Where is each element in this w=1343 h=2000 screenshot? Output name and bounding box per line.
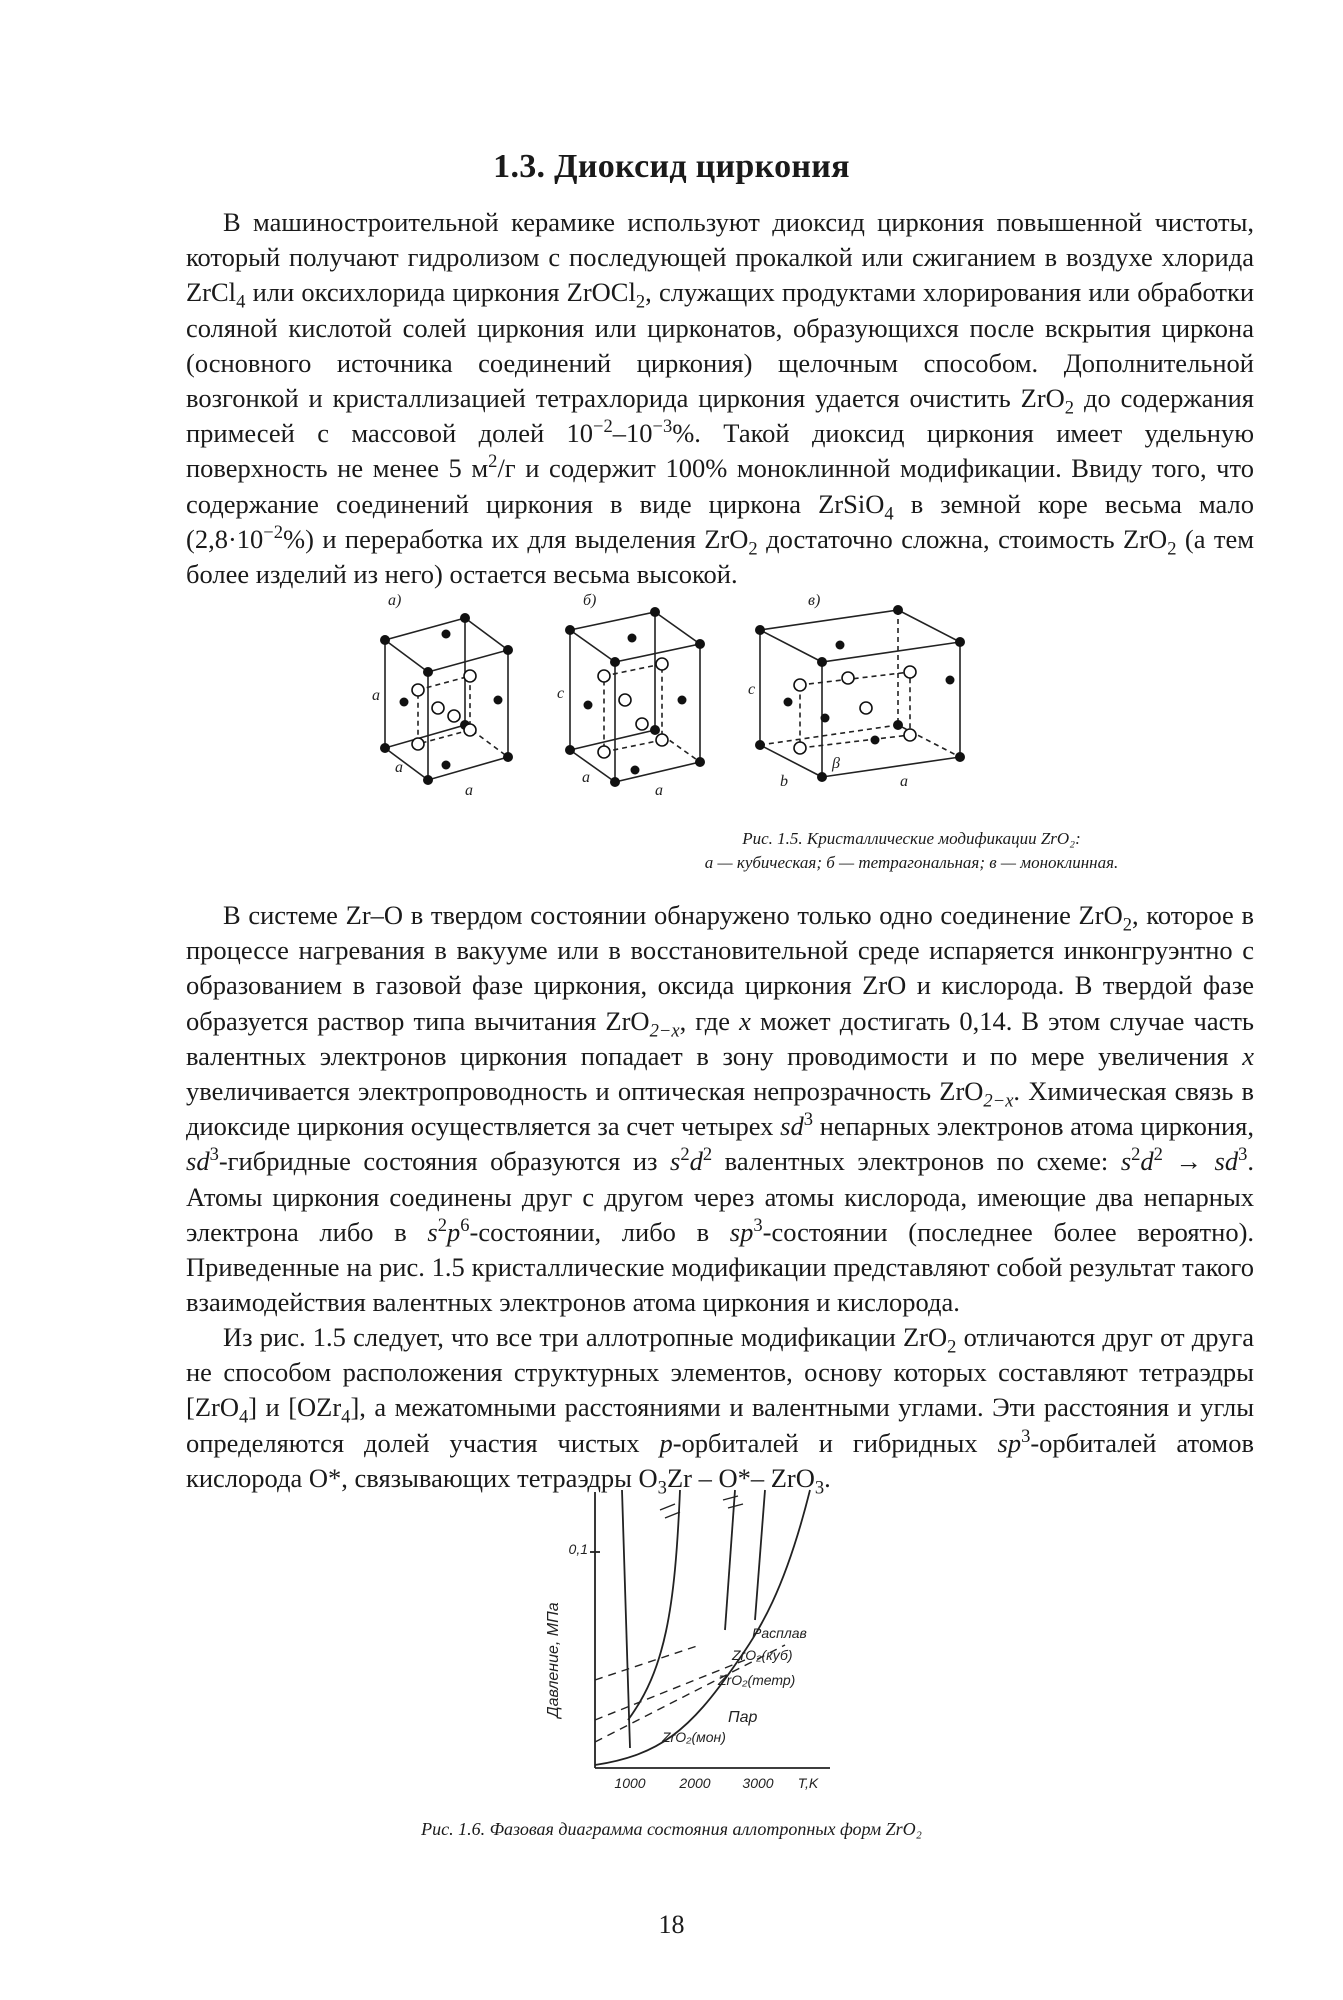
fig16-x-tick-3: 3000 [742, 1775, 774, 1791]
paragraph-3: Из рис. 1.5 следует, что все три аллотропные модификации ZrO$_2$ отличаются друг от друга не способом расположения структурных элементов, основу которых составляют тетраэдры [ZrO$_4$] и [OZr$_4$], а межатомными расстояниями и валентными углами. Эти расстояния и углы определяются долей участия чистых p-орбиталей и гибридных $sp^3$-орбиталей атомов кислорода O*, связывающих тетраэдры $O_3Zr - O*-$ ZrO$_3$. [186, 1322, 1254, 1499]
fig16-label-cub: ZrO₂(куб) [732, 1647, 793, 1663]
fig15-label-c: в) [808, 592, 821, 609]
fig16-y-tick: 0,1 [568, 1541, 588, 1557]
fig15-label-b: б) [583, 592, 597, 609]
figure-1-6-caption: Рис. 1.6. Фазовая диаграмма состояния аллотропных форм ZrO₂ [421, 1819, 922, 1839]
fig15-axis-a2: a [395, 759, 403, 776]
paragraph-2: В системе Zr–O в твердом состоянии обнаружено только одно соединение ZrO$_2$, которое в процессе нагревания в вакууме или в восстановительной среде испаряется инконгруэнтно с образованием в газовой фазе циркония, оксида циркония ZrO и кислорода. В твердой фазе образуется раствор типа вычитания ZrO$_{2-x}$, где x может достигать 0,14. В этом случае часть валентных электронов циркония попадает в зону проводимости и по мере увеличения x увеличивается электропроводность и оптическая непрозрачность ZrO$_{2-x}$. Химическая связь в диоксиде циркония осуществляется за счет четырех $sd^3$ непарных электронов атома циркония, $sd^3$-гибридные состояния образуются из $s^2d^2$ валентных электронов по схеме: $s^2d^2 \to sd^3$. Атомы циркония соединены друг с другом через атомы кислорода, имеющие два непарных электрона либо в $s^2p^6$-состоянии, либо в $sp^3$-состоянии (последнее более вероятно). Приведенные на рис. 1.5 кристаллические модификации представляют собой результат такого взаимодействия валентных электронов атома циркония и кислорода. [186, 900, 1255, 1318]
fig16-label-vapor: Пар [728, 1709, 758, 1726]
fig16-label-tetr: ZrO₂(тетр) [718, 1672, 796, 1688]
fig15-axis-a3: a [465, 782, 473, 799]
fig16-y-label: Давление, МПа [545, 1602, 562, 1718]
fig15-axis-a5: a [655, 782, 663, 799]
fig15-axis-a4: a [582, 769, 590, 786]
fig15-axis-c2: c [748, 681, 756, 698]
fig15-axis-b: b [780, 773, 788, 790]
fig15-axis-c1: c [557, 685, 565, 702]
figure-phase-diagram [540, 1480, 860, 1800]
section-title: 1.3. Диоксид циркония [493, 148, 850, 185]
fig15-axis-a6: a [900, 773, 908, 790]
page-number: 18 [658, 1910, 685, 1939]
fig16-x-tick-1: 1000 [614, 1775, 646, 1791]
figure-1-5-caption: Рис. 1.5. Кристаллические модификации ZrO₂: а — кубическая; б — тетрагональная; в — моноклинная. [704, 829, 1119, 872]
fig15-axis-beta: β [832, 755, 840, 772]
fig16-x-tick-2: 2000 [679, 1775, 711, 1791]
fig16-x-tick-4: T,K [797, 1775, 819, 1791]
figure-crystal-modifications [370, 590, 1030, 820]
fig16-label-mon: ZrO₂(мон) [662, 1729, 726, 1745]
fig15-label-a: а) [388, 592, 402, 609]
fig16-label-melt: Расплав [752, 1625, 807, 1641]
paragraph-1: В машиностроительной керамике используют диоксид циркония повышенной чистоты, который получают гидролизом с последующей прокалкой или сжиганием в воздухе хлорида ZrCl$_4$ или оксихлорида циркония ZrOCl$_2$, служащих продуктами хлорирования или обработки соляной кислотой солей циркония или цирконатов, образующихся после вскрытия циркона (основного источника соединений циркония) щелочным способом. Дополнительной возгонкой и кристаллизацией тетрахлорида циркония удается очистить ZrO$_2$ до содержания примесей с массовой долей $10^{-2}-10^{-3}\%$. Такой диоксид циркония имеет удельную поверхность не менее 5 $м^2/г$ и содержит 100% моноклинной модификации. Ввиду того, что содержание соединений циркония в виде циркона ZrSiO$_4$ в земной коре весьма мало $(2,8\cdot 10^{-2}\%)$ и переработка их для выделения ZrO$_2$ достаточно сложна, стоимость ZrO$_2$ (а тем более изделий из него) остается весьма высокой. [186, 207, 1255, 590]
fig15-axis-a1: a [372, 687, 380, 704]
